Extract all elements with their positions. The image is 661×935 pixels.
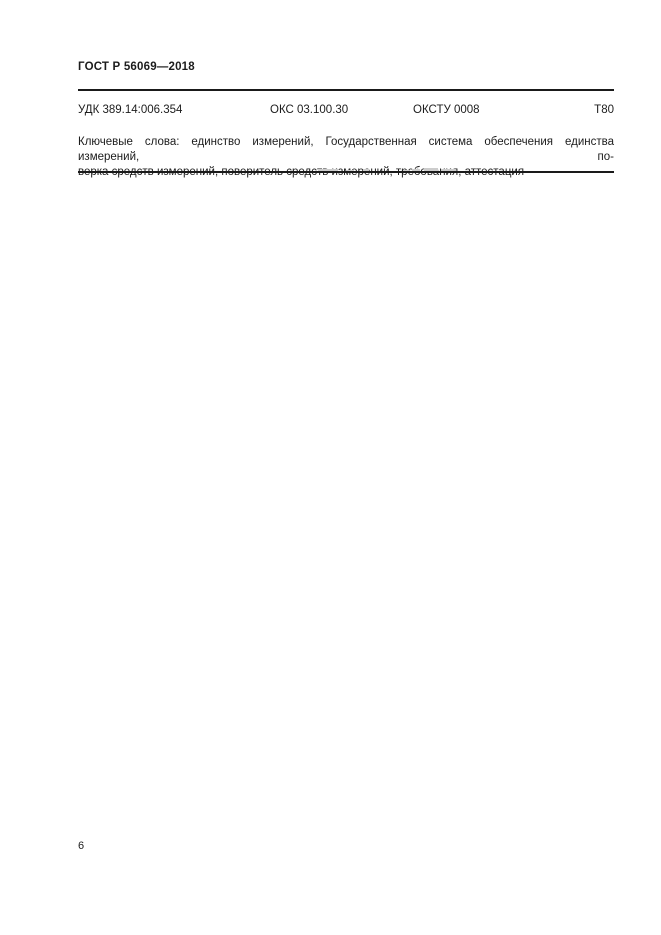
t-classification-code: Т80 xyxy=(594,104,614,116)
page-number: 6 xyxy=(78,840,85,852)
udk-code: УДК 389.14:006.354 xyxy=(78,104,183,116)
keywords-line-1: Ключевые слова: единство измерений, Государственная система обеспечения единства измерений, по- xyxy=(78,136,614,163)
horizontal-rule-top xyxy=(78,89,614,91)
okstu-code: ОКСТУ 0008 xyxy=(413,104,480,116)
oks-code: ОКС 03.100.30 xyxy=(270,104,349,116)
document-code-header: ГОСТ Р 56069—2018 xyxy=(78,61,195,73)
keywords-paragraph xyxy=(78,135,614,180)
classification-row xyxy=(78,104,614,118)
horizontal-rule-bottom xyxy=(78,171,614,173)
